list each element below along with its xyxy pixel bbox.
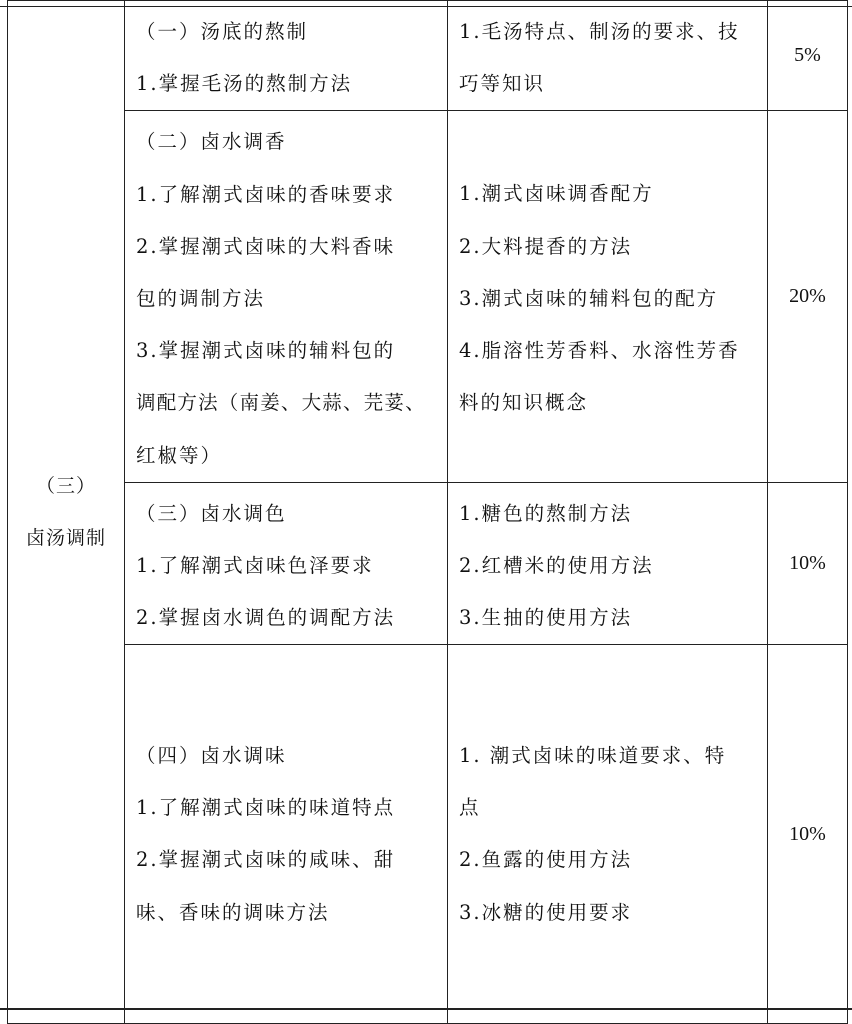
knowledge-item: 1.糖色的熬制方法: [459, 501, 633, 525]
weight-cell: [768, 111, 848, 482]
knowledge-item: 3.潮式卤味的辅料包的配方: [459, 286, 719, 310]
requirement-item: 调配方法（南姜、大蒜、芫荽、: [136, 391, 426, 415]
requirement-item: 红椒等）: [136, 443, 223, 467]
requirement-item: 2.掌握潮式卤味的大料香味: [136, 234, 396, 258]
weight-cell: [768, 482, 848, 645]
bottom-page-rule: [0, 1008, 852, 1010]
table-row: [8, 1, 848, 111]
requirement-item: 味、香味的调味方法: [136, 900, 330, 924]
knowledge-item: 4.脂溶性芳香料、水溶性芳香: [459, 339, 740, 363]
knowledge-item: 1.毛汤特点、制汤的要求、技: [459, 20, 740, 43]
table-row: [8, 482, 848, 645]
requirement-item: 1.了解潮式卤味的味道特点: [136, 796, 396, 820]
weight-cell: [768, 1, 848, 111]
training-content-table: [7, 0, 848, 1024]
knowledge-item: 点: [459, 796, 481, 820]
requirements-cell: [125, 1, 448, 111]
section-heading: （二）卤水调香: [136, 130, 287, 154]
weight-percent: 10%: [789, 552, 826, 575]
weight-percent: 10%: [789, 822, 826, 845]
knowledge-item: 3.生抽的使用方法: [459, 606, 633, 630]
requirement-item: 1.了解潮式卤味的香味要求: [136, 182, 396, 206]
knowledge-item: 2.大料提香的方法: [459, 234, 633, 258]
category-cell: [8, 1, 125, 1024]
knowledge-item: 2.鱼露的使用方法: [459, 848, 633, 872]
knowledge-item: 3.冰糖的使用要求: [459, 900, 633, 924]
requirement-item: 3.掌握潮式卤味的辅料包的: [136, 339, 396, 363]
weight-percent: 20%: [789, 285, 826, 308]
weight-percent: 5%: [794, 44, 821, 67]
category-number: （三）: [35, 475, 96, 498]
knowledge-item: 1.潮式卤味调香配方: [459, 182, 654, 206]
weight-cell: [768, 645, 848, 1024]
table-row: [8, 111, 848, 482]
table-row: [8, 645, 848, 1024]
section-heading: （四）卤水调味: [136, 744, 287, 768]
knowledge-cell: [448, 482, 768, 645]
requirement-item: 包的调制方法: [136, 287, 266, 311]
category-title: 卤汤调制: [25, 527, 106, 550]
knowledge-item: 1. 潮式卤味的味道要求、特: [459, 744, 727, 768]
requirements-cell: [125, 482, 448, 645]
knowledge-cell: [448, 111, 768, 482]
knowledge-item: 料的知识概念: [459, 391, 589, 415]
requirement-item: 1.掌握毛汤的熬制方法: [136, 72, 353, 96]
requirement-item: 2.掌握卤水调色的调配方法: [136, 606, 396, 630]
knowledge-item: 巧等知识: [459, 72, 546, 96]
knowledge-item: 2.红槽米的使用方法: [459, 554, 654, 578]
section-heading: （一）汤底的熬制: [136, 20, 309, 43]
knowledge-cell: [448, 1, 768, 111]
requirements-cell: [125, 111, 448, 482]
section-heading: （三）卤水调色: [136, 501, 287, 525]
knowledge-cell: [448, 645, 768, 1024]
requirement-item: 2.掌握潮式卤味的咸味、甜: [136, 848, 396, 872]
requirements-cell: [125, 645, 448, 1024]
requirement-item: 1.了解潮式卤味色泽要求: [136, 554, 374, 578]
